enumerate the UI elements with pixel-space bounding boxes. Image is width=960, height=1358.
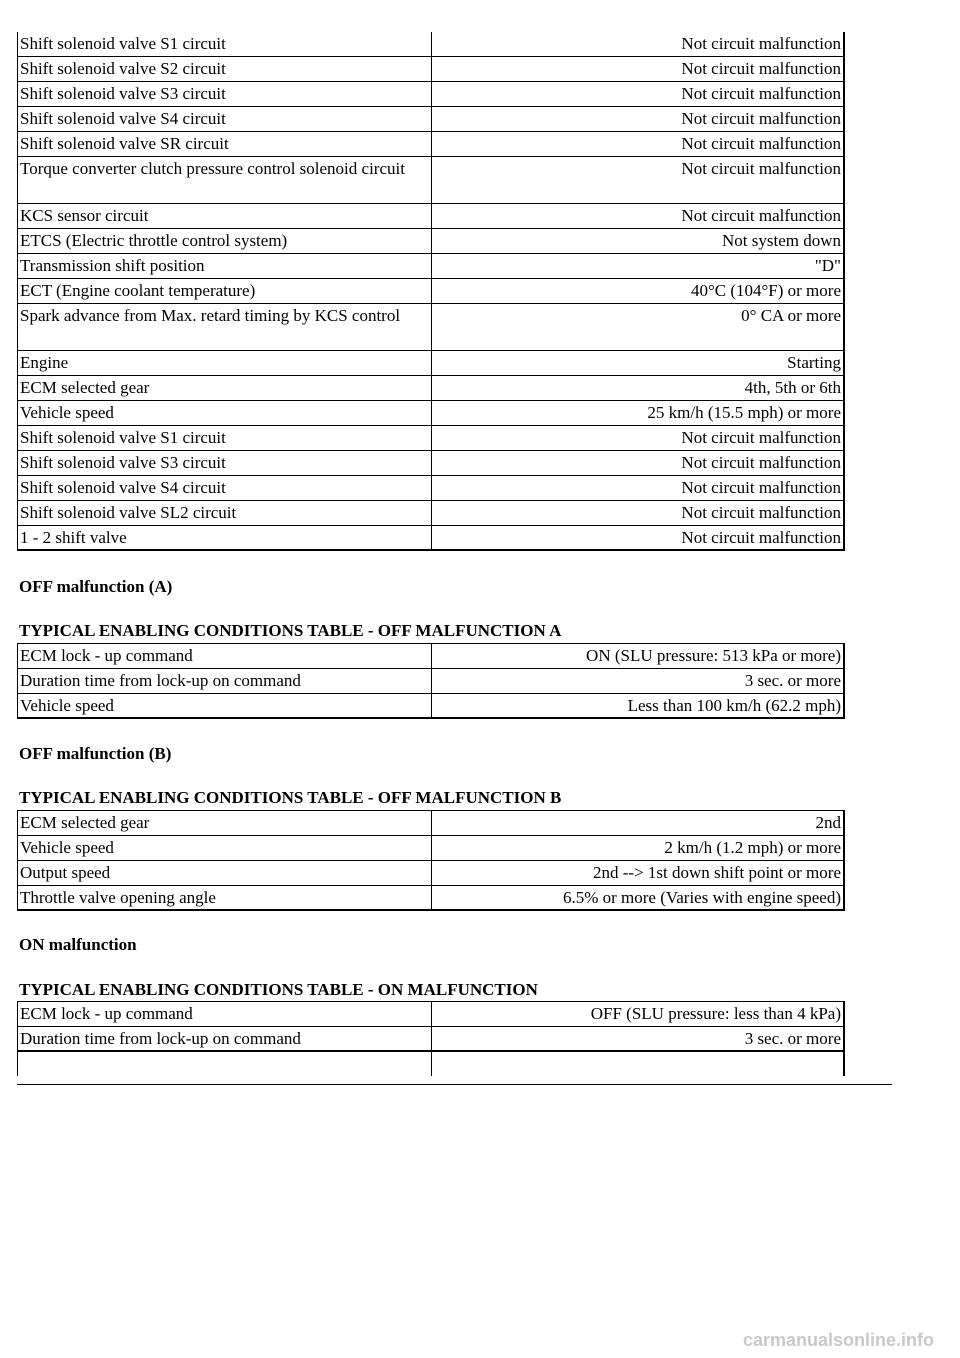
condition-value: 2nd <box>432 811 845 835</box>
table-row <box>18 861 845 886</box>
table-row <box>18 304 845 351</box>
condition-value: Not circuit malfunction <box>432 32 845 56</box>
table-row <box>18 426 845 451</box>
table-empty-row <box>18 1052 845 1076</box>
condition-value: 2nd --> 1st down shift point or more <box>432 861 845 885</box>
condition-value: Starting <box>432 351 845 375</box>
condition-value: 2 km/h (1.2 mph) or more <box>432 836 845 860</box>
condition-value: 40°C (104°F) or more <box>432 279 845 303</box>
condition-value: 25 km/h (15.5 mph) or more <box>432 401 845 425</box>
table-row <box>18 501 845 526</box>
empty-cell <box>432 1052 845 1076</box>
table-title-on: TYPICAL ENABLING CONDITIONS TABLE - ON MALFUNCTION <box>19 980 538 999</box>
condition-value: ON (SLU pressure: 513 kPa or more) <box>432 644 845 668</box>
condition-label: ETCS (Electric throttle control system) <box>18 229 432 253</box>
watermark: carmanualsonline.info <box>742 1330 934 1350</box>
condition-value: Not circuit malfunction <box>432 204 845 228</box>
condition-label: Duration time from lock-up on command <box>18 1027 432 1050</box>
condition-label: Output speed <box>18 861 432 885</box>
empty-cell <box>18 1052 432 1076</box>
condition-value: Not circuit malfunction <box>432 57 845 81</box>
table-row <box>18 32 845 57</box>
table-title-off-b: TYPICAL ENABLING CONDITIONS TABLE - OFF MALFUNCTION B <box>19 788 562 807</box>
condition-value: Not circuit malfunction <box>432 157 845 203</box>
condition-label: Transmission shift position <box>18 254 432 278</box>
condition-label: Torque converter clutch pressure control solenoid circuit <box>18 157 432 203</box>
condition-label: Shift solenoid valve S2 circuit <box>18 57 432 81</box>
condition-value: 3 sec. or more <box>432 669 845 693</box>
table-row <box>18 451 845 476</box>
table-row <box>18 401 845 426</box>
table-off-malfunction-b <box>17 810 845 911</box>
table-row <box>18 811 845 836</box>
condition-value: Not circuit malfunction <box>432 526 845 549</box>
table-row <box>18 254 845 279</box>
condition-label: Shift solenoid valve SL2 circuit <box>18 501 432 525</box>
table-row <box>18 107 845 132</box>
table-row <box>18 157 845 204</box>
condition-value: "D" <box>432 254 845 278</box>
table-row <box>18 644 845 669</box>
table-title-off-a: TYPICAL ENABLING CONDITIONS TABLE - OFF MALFUNCTION A <box>19 621 562 640</box>
condition-label: Shift solenoid valve S1 circuit <box>18 32 432 56</box>
section-heading-off-a: OFF malfunction (A) <box>19 577 173 596</box>
table-row <box>18 669 845 694</box>
condition-label: ECM lock - up command <box>18 644 432 668</box>
condition-label: Shift solenoid valve S1 circuit <box>18 426 432 450</box>
condition-label: Vehicle speed <box>18 694 432 717</box>
table-row <box>18 279 845 304</box>
table-row <box>18 886 845 911</box>
condition-label: ECM selected gear <box>18 376 432 400</box>
table-row <box>18 132 845 157</box>
condition-value: 3 sec. or more <box>432 1027 845 1050</box>
condition-value: Not circuit malfunction <box>432 132 845 156</box>
condition-label: ECM selected gear <box>18 811 432 835</box>
table-row <box>18 694 845 719</box>
table-row <box>18 1002 845 1027</box>
condition-label: 1 - 2 shift valve <box>18 526 432 549</box>
condition-value: Not circuit malfunction <box>432 501 845 525</box>
condition-label: Duration time from lock-up on command <box>18 669 432 693</box>
condition-label: Shift solenoid valve S4 circuit <box>18 107 432 131</box>
condition-label: Shift solenoid valve S4 circuit <box>18 476 432 500</box>
table-on-malfunction <box>17 1001 845 1076</box>
table-row <box>18 836 845 861</box>
table-row <box>18 476 845 501</box>
condition-label: Shift solenoid valve SR circuit <box>18 132 432 156</box>
condition-label: ECM lock - up command <box>18 1002 432 1026</box>
table-row <box>18 204 845 229</box>
condition-label: Shift solenoid valve S3 circuit <box>18 82 432 106</box>
section-heading-off-b: OFF malfunction (B) <box>19 744 172 763</box>
table-row <box>18 351 845 376</box>
condition-value: OFF (SLU pressure: less than 4 kPa) <box>432 1002 845 1026</box>
condition-value: Not circuit malfunction <box>432 451 845 475</box>
condition-value: 6.5% or more (Varies with engine speed) <box>432 886 845 909</box>
table-row <box>18 82 845 107</box>
condition-value: Not circuit malfunction <box>432 476 845 500</box>
condition-label: Vehicle speed <box>18 836 432 860</box>
condition-value: Not system down <box>432 229 845 253</box>
section-heading-on: ON malfunction <box>19 935 137 954</box>
condition-label: Engine <box>18 351 432 375</box>
condition-label: Throttle valve opening angle <box>18 886 432 909</box>
condition-value: Not circuit malfunction <box>432 82 845 106</box>
conditions-table-continued <box>17 32 845 551</box>
condition-value: Not circuit malfunction <box>432 426 845 450</box>
table-row <box>18 229 845 254</box>
condition-value: Not circuit malfunction <box>432 107 845 131</box>
condition-label: Shift solenoid valve S3 circuit <box>18 451 432 475</box>
table-off-malfunction-a <box>17 643 845 719</box>
table-row <box>18 526 845 551</box>
condition-label: Vehicle speed <box>18 401 432 425</box>
condition-value: 0° CA or more <box>432 304 845 350</box>
condition-label: KCS sensor circuit <box>18 204 432 228</box>
condition-value: 4th, 5th or 6th <box>432 376 845 400</box>
table-row <box>18 57 845 82</box>
bottom-rule <box>17 1084 892 1085</box>
table-row <box>18 1027 845 1052</box>
condition-label: ECT (Engine coolant temperature) <box>18 279 432 303</box>
condition-label: Spark advance from Max. retard timing by KCS control <box>18 304 432 350</box>
table-row <box>18 376 845 401</box>
condition-value: Less than 100 km/h (62.2 mph) <box>432 694 845 717</box>
